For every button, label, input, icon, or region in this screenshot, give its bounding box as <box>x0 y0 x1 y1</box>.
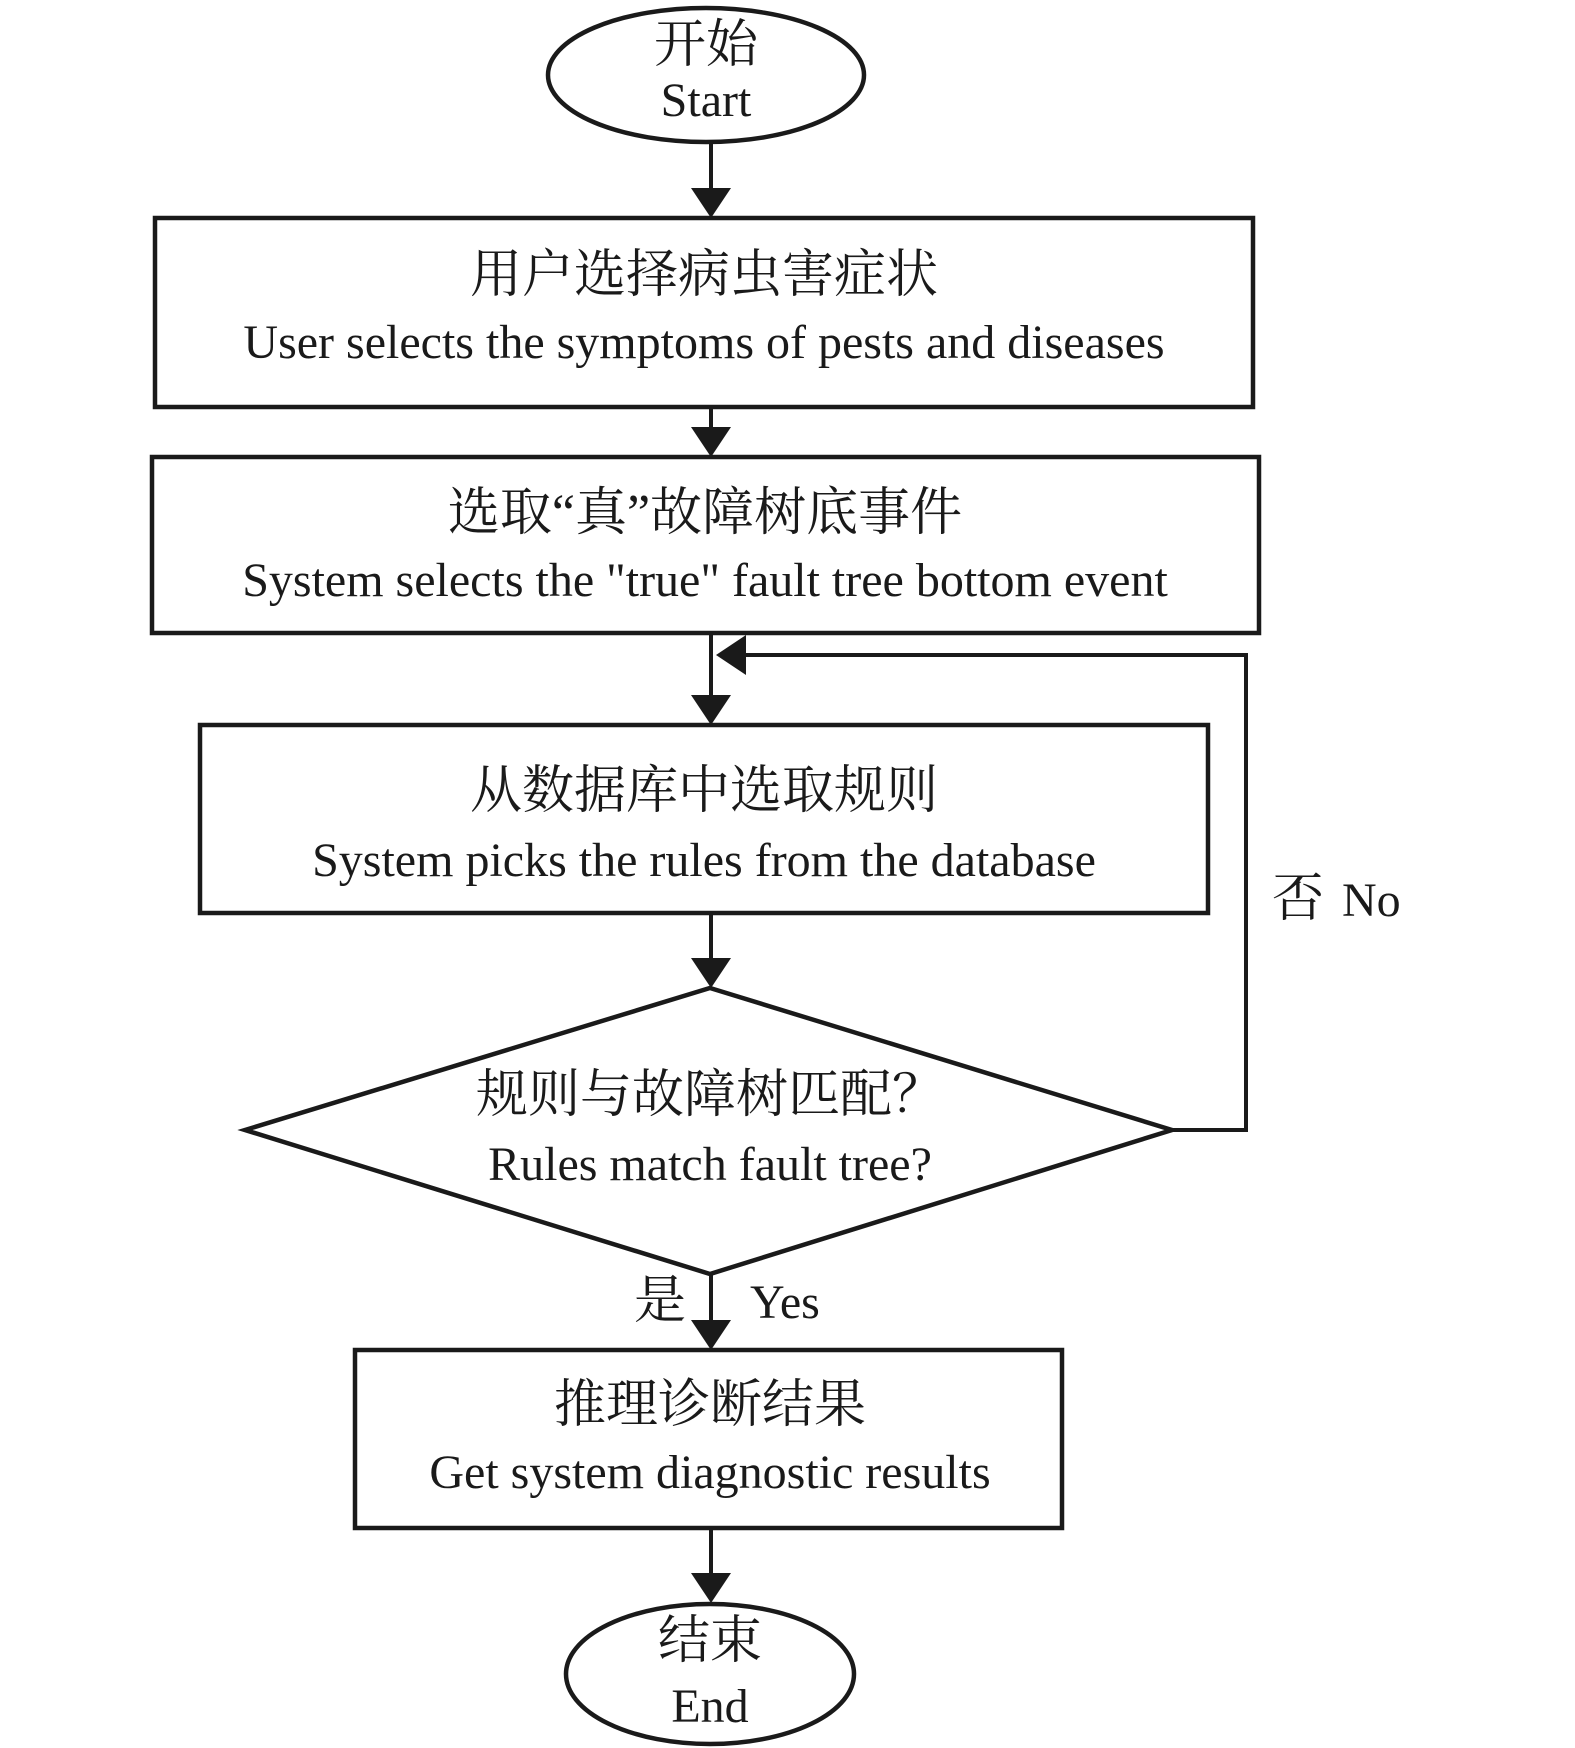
no-branch-label-en: No <box>1342 874 1401 927</box>
step2-label-en: System selects the "true" fault tree bottom event <box>242 554 1168 607</box>
step4-label-en: Get system diagnostic results <box>429 1446 991 1499</box>
start-label-en: Start <box>660 74 752 127</box>
start-label-zh: 开始 <box>653 17 759 74</box>
arrowhead-step1-step2 <box>691 427 731 457</box>
yes-branch-label-en: Yes <box>750 1276 820 1329</box>
step1-label-zh: 用户选择病虫害症状 <box>469 247 939 304</box>
no-branch-label <box>1272 871 1401 928</box>
no-branch-label-zh: 否 <box>1272 871 1325 928</box>
decision-label-en: Rules match fault tree? <box>488 1138 932 1191</box>
arrowhead-start-step1 <box>691 188 731 218</box>
arrowhead-step4-end <box>691 1573 731 1603</box>
end-label-en: End <box>671 1680 749 1733</box>
end-label-zh: 结束 <box>657 1613 763 1670</box>
yes-branch-label-zh: 是 <box>633 1273 687 1330</box>
decision-label-zh: 规则与故障树匹配？ <box>475 1067 945 1124</box>
decision-diamond <box>245 988 1172 1274</box>
arrowhead-step3-decision <box>691 958 731 988</box>
arrowhead-decision-step4 <box>691 1320 731 1350</box>
step4-label-zh: 推理诊断结果 <box>553 1377 867 1434</box>
step2-label-zh: 选取“真”故障树底事件 <box>447 485 963 542</box>
arrowhead-step2-step3 <box>691 695 731 725</box>
step3-label-zh: 从数据库中选取规则 <box>469 763 939 820</box>
step1-label-en: User selects the symptoms of pests and diseases <box>243 316 1165 369</box>
arrowhead-loop-no <box>716 635 746 675</box>
step3-label-en: System picks the rules from the database <box>312 834 1096 887</box>
